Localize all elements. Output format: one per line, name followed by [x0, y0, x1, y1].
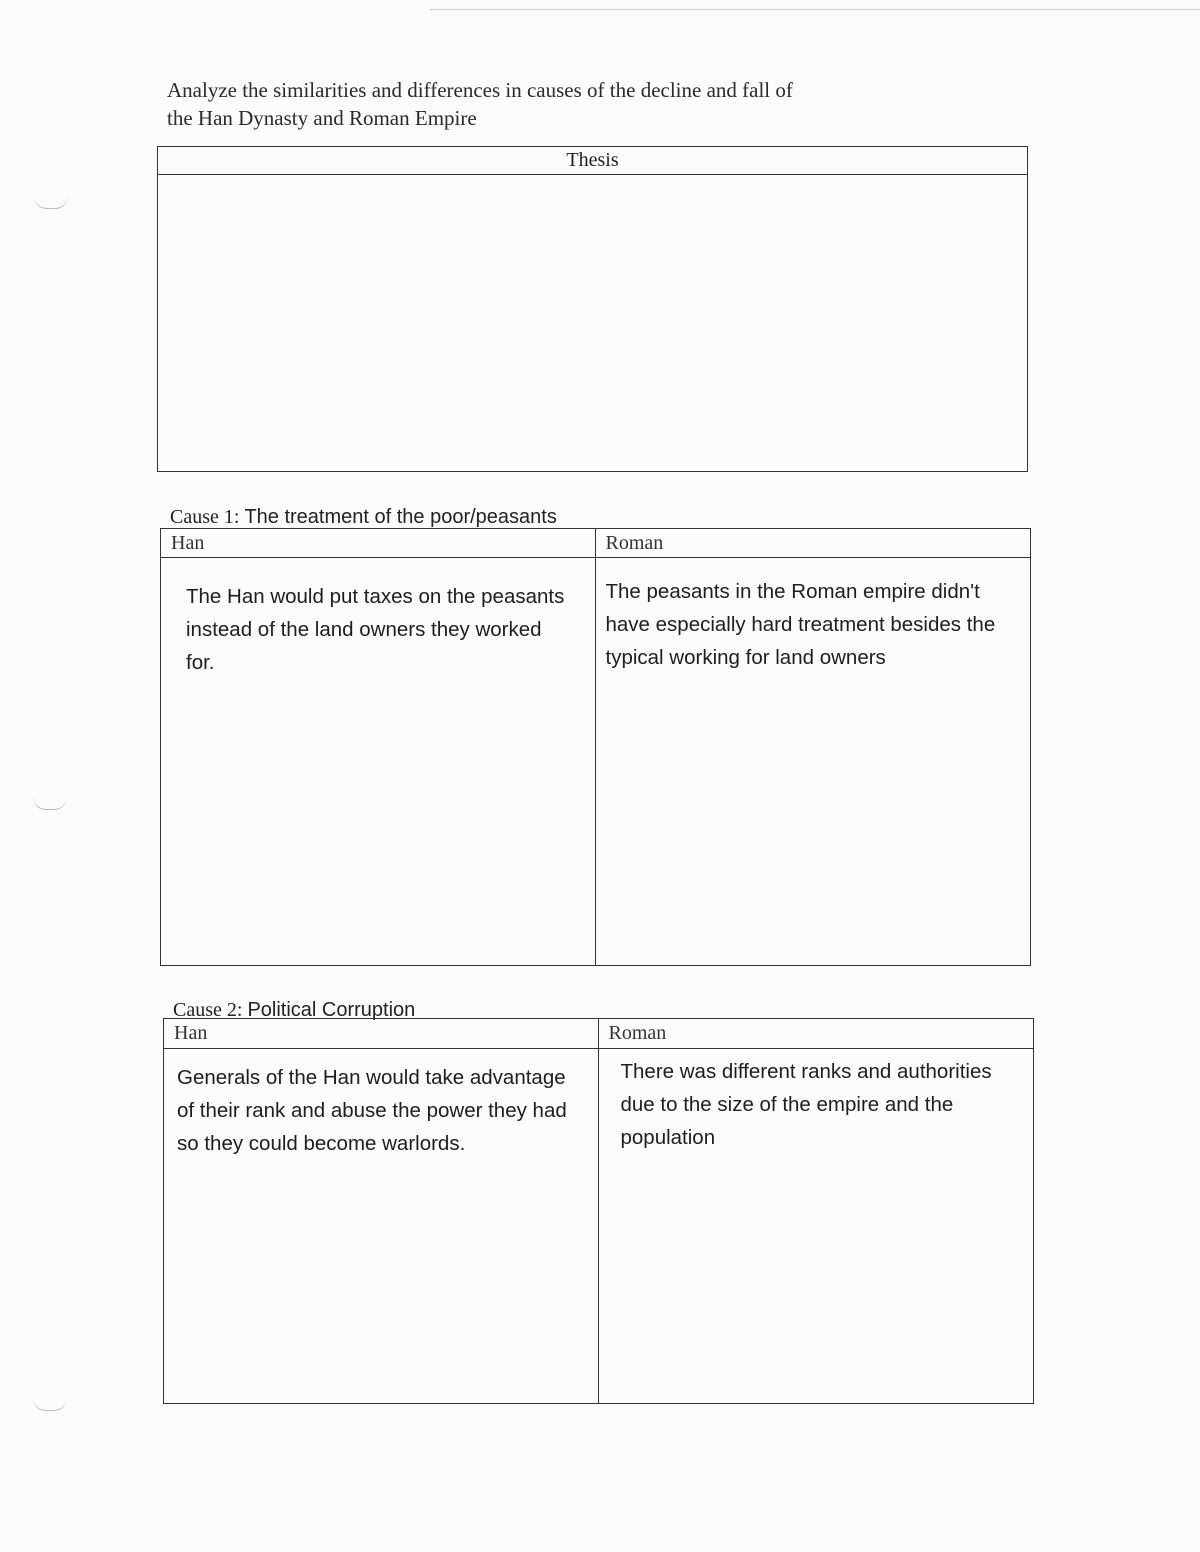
cause-1-prefix: Cause 1:: [170, 506, 240, 528]
binder-hole-mark: [33, 797, 67, 810]
assignment-prompt: [167, 76, 927, 132]
cause-2-text: Political Corruption: [247, 999, 416, 1021]
cause-2-table: [163, 1018, 1034, 1404]
cause-1-roman-answer: The peasants in the Roman empire didn't have especially hard treatment besides the typical working for land owners: [605, 580, 996, 669]
cause-1-text: The treatment of the poor/peasants: [244, 506, 557, 528]
prompt-line-1: Analyze the similarities and differences in causes of the decline and fall of: [167, 78, 793, 102]
cause-1-title: [170, 505, 557, 529]
cause-1-table: [160, 528, 1031, 966]
cause-1-han-answer: The Han would put taxes on the peasants instead of the land owners they worked for.: [161, 558, 596, 965]
cause-2-han-answer: Generals of the Han would take advantage of their rank and abuse the power they had so they could become warlords.: [164, 1049, 599, 1403]
cause-2-roman-header: Roman: [599, 1019, 1034, 1049]
binder-hole-mark: [33, 1398, 67, 1411]
cause-1-han-header: Han: [161, 529, 596, 558]
thesis-box: [157, 146, 1028, 472]
cause-1-roman-header: Roman: [596, 529, 1031, 558]
cause-2-prefix: Cause 2:: [173, 999, 243, 1021]
cause-2-roman-answer: There was different ranks and authorities due to the size of the empire and the population: [620, 1060, 992, 1149]
binder-hole-mark: [34, 196, 68, 209]
scan-edge-line: [430, 9, 1200, 10]
prompt-line-2: the Han Dynasty and Roman Empire: [167, 106, 477, 130]
thesis-header: Thesis: [158, 147, 1027, 175]
cause-2-han-header: Han: [164, 1019, 599, 1049]
